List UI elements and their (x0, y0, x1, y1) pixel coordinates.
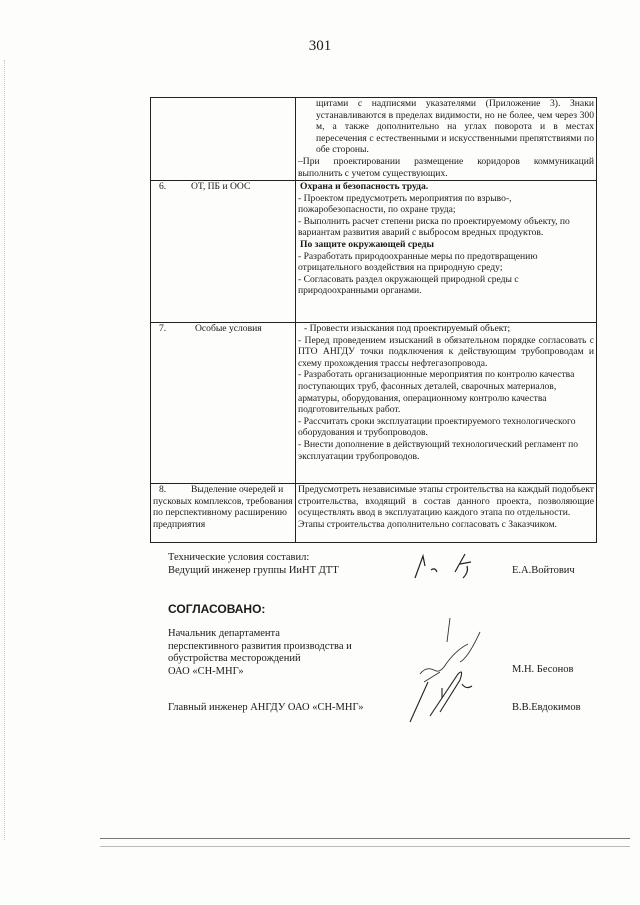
page-number: 301 (308, 38, 332, 54)
table-row-continued (151, 98, 597, 181)
tech-conditions-position: Ведущий инженер группы ИиНТ ДТТ (168, 564, 339, 576)
row7-content-cell (296, 323, 597, 484)
row7-title: Особые условия (195, 323, 262, 334)
approver-1-line: Начальник департамента (168, 628, 280, 639)
row6-content-cell (296, 181, 597, 323)
row-cont-line: –При проектировании размещение коридоров коммуникаций выполнить с учетом существующих. (298, 155, 594, 179)
row6-line: - Проектом предусмотреть мероприятия по взрыво-, пожаробезопасности, по охране труда; (298, 192, 512, 216)
approver-signatures (400, 612, 510, 732)
approver-1-line: перспективного развития производства и (168, 640, 352, 652)
approved-heading: СОГЛАСОВАНО: (168, 602, 266, 616)
scan-line-artifact (100, 838, 630, 839)
scan-line-artifact (100, 846, 630, 847)
row6-heading-environment: По защите окружающей среды (300, 238, 434, 250)
row6-title-cell (151, 181, 296, 323)
approver-1-line: ОАО «СН-МНГ» (168, 665, 244, 677)
row7-line: - Рассчитать сроки эксплуатации проектируемого технологического оборудования и трубопроводов. (298, 415, 576, 439)
row6-line: - Выполнить расчет степени риска по проектируемому объекту, по вариантам развития аварий с выбросом вредных продуктов. (298, 215, 570, 239)
row-cont-content-cell (296, 98, 597, 181)
row-cont-line: щитами с надписями указателями (Приложение 3). Знаки устанавливаются в пределах видимости, но не более, чем через 300 м, а также дополнительно на углах поворота и в местах пересечения с естественными и искусственными препятствиями по обе стороны. (316, 98, 594, 156)
row6-heading-safety: Охрана и безопасность труда. (300, 181, 429, 192)
author-signature (405, 548, 495, 588)
approver-1-block (168, 628, 352, 678)
row7-line: - Перед проведением изысканий в обязательном порядке согласовать с ПТО АНГДУ точки подключения к действующим трубопроводам и схему прохождения трассы нефтегазопровода. (298, 334, 594, 369)
approver-1-line: обустройства месторождений (168, 653, 301, 664)
approver-2-position: Главный инженер АНГДУ ОАО «СН-МНГ» (168, 702, 364, 713)
row7-line: - Разработать организационные мероприятия по контролю качества поступающих труб, фасонных деталей, сварочных материалов, арматуры, оборудования, операционному контролю качества подготовительных работ. (298, 369, 575, 416)
row8-number: 8. (159, 484, 167, 495)
row6-line: - Разработать природоохранные меры по предотвращению отрицательного воздействия на природную среду; (298, 250, 538, 274)
approver-2-name: В.В.Евдокимов (512, 702, 581, 713)
row7-number: 7. (159, 323, 167, 334)
row7-title-cell (151, 323, 296, 484)
table-row-6 (151, 181, 597, 323)
row6-line: - Согласовать раздел окружающей природной среды с природоохранными органами. (298, 273, 519, 297)
approver-1-name: М.Н. Бесонов (512, 664, 574, 675)
technical-conditions-table (150, 97, 597, 543)
row8-line: Предусмотреть независимые этапы строительства на каждый подобъект строительства, входящий в состав данного проекта, позволяющие осуществлять ввод в эксплуатацию каждого этапа по отдельности. (298, 484, 594, 519)
row8-line: Этапы строительства дополнительно согласовать с Заказчиком. (298, 518, 557, 530)
table-row-7 (151, 323, 597, 484)
row-cont-title-cell (151, 98, 296, 181)
row6-number: 6. (159, 181, 167, 192)
tech-conditions-author-block (168, 552, 339, 577)
tech-conditions-label: Технические условия составил: (168, 552, 310, 563)
table-row-8 (151, 484, 597, 543)
row8-content-cell (296, 484, 597, 543)
row8-title-cell (151, 484, 296, 543)
scan-edge-artifact (4, 60, 7, 840)
row7-line: - Внести дополнение в действующий технологический регламент по эксплуатации трубопроводов. (298, 438, 579, 462)
tech-conditions-author-name: Е.А.Войтович (512, 565, 575, 576)
row8-title: Выделение очередей и пусковых комплексов, требования по перспективному расширению предприятия (153, 484, 293, 530)
row7-line: - Провести изыскания под проектируемый объект; (304, 323, 511, 334)
row6-title: ОТ, ПБ и ООС (191, 181, 251, 192)
